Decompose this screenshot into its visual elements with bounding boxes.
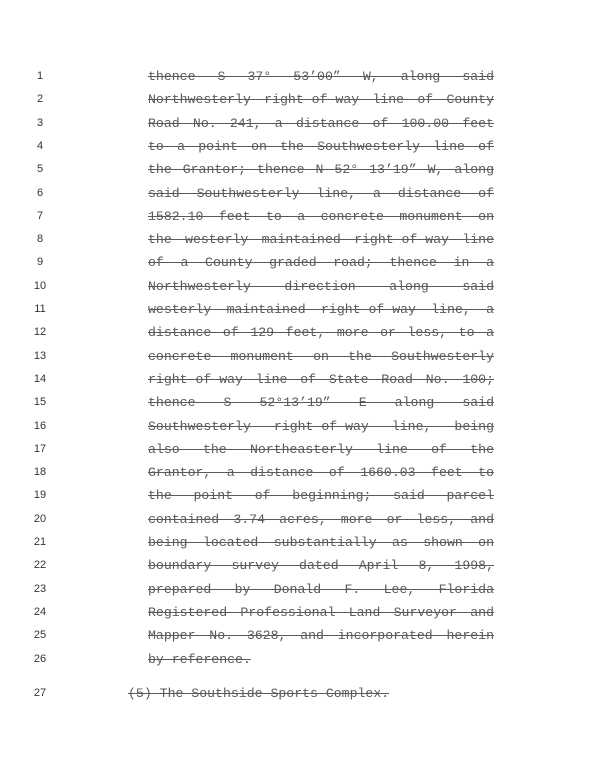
line-number: 26 [33, 652, 47, 665]
line-number: 16 [33, 419, 47, 432]
line-text: the point of beginning; said parcel [148, 488, 494, 504]
line-number: 12 [33, 326, 47, 339]
line-text: the westerly maintained right-of-way line [148, 232, 494, 248]
line-number: 21 [33, 536, 47, 548]
line-text: being located substantially as shown on [148, 535, 494, 550]
line-text: also the Northeasterly line of the [148, 441, 494, 457]
line-text: Registered Professional Land Surveyor and [148, 604, 494, 620]
line-text: distance of 129 feet, more or less, to a [148, 325, 494, 341]
document-line [0, 441, 600, 464]
line-number: 25 [33, 629, 47, 642]
document-line [0, 394, 600, 417]
line-text: 1582.10 feet to a concrete monument on [148, 208, 494, 224]
line-number: 19 [33, 489, 47, 502]
line-text: Northwesterly right-of-way line of County [148, 92, 494, 108]
line-number: 22 [33, 559, 47, 572]
line-number: 2 [36, 93, 44, 106]
document-line [0, 487, 600, 510]
line-text: Northwesterly direction along said [148, 278, 494, 294]
document-line [0, 301, 600, 324]
line-text: the Grantor; thence N 52° 13’19” W, along [148, 162, 494, 178]
document-line [0, 534, 600, 557]
document-line [0, 627, 600, 650]
line-number: 3 [36, 116, 44, 129]
document-line [0, 651, 600, 674]
line-number: 17 [33, 442, 47, 455]
document-line [0, 138, 600, 161]
line-text: Southwesterly right-of-way line, being [148, 418, 494, 434]
document-line [0, 278, 600, 301]
line-number: 5 [36, 163, 44, 176]
line-number: 6 [36, 186, 44, 199]
line-number: 8 [36, 233, 44, 246]
line-number: 15 [33, 396, 47, 409]
line-number: 7 [36, 209, 44, 222]
document-line [0, 208, 600, 231]
document-line [0, 604, 600, 627]
line-text: said Southwesterly line, a distance of [148, 185, 494, 201]
document-line [0, 254, 600, 277]
document-line [0, 231, 600, 254]
document-line [0, 161, 600, 184]
line-text: concrete monument on the Southwesterly [148, 348, 494, 364]
line-text: Mapper No. 3628, and incorporated herein [148, 628, 494, 644]
line-number: 10 [33, 279, 47, 292]
line-number: 1 [36, 70, 44, 82]
line-number: 9 [36, 256, 44, 269]
document-line [0, 115, 600, 138]
document-line [0, 418, 600, 441]
line-text: Road No. 241, a distance of 100.00 feet [148, 115, 494, 131]
line-number: 18 [33, 466, 47, 479]
line-number: 11 [34, 303, 46, 315]
document-line [0, 348, 600, 371]
line-text: by reference. [148, 651, 251, 667]
document-line [0, 91, 600, 114]
line-number: 4 [36, 139, 44, 152]
document-line [0, 557, 600, 580]
line-text: of a County graded road; thence in a [148, 255, 494, 271]
document-line [0, 581, 600, 604]
document-line [0, 185, 600, 208]
document-line [0, 324, 600, 347]
document-line [0, 464, 600, 487]
line-text: right-of-way line of State Road No. 100; [148, 371, 494, 387]
line-number: 13 [33, 349, 47, 362]
document-line [0, 68, 600, 91]
line-text: thence S 52°13’19” E along said [148, 395, 494, 411]
line-text: to a point on the Southwesterly line of [148, 138, 494, 154]
line-number: 20 [33, 512, 47, 525]
line-number: 27 [33, 687, 47, 699]
line-text: boundary survey dated April 8, 1998, [148, 558, 494, 574]
paragraph-heading: (5) The Southside Sports Complex. [128, 686, 390, 701]
document-line [0, 511, 600, 534]
line-number: 14 [33, 372, 47, 385]
line-text: westerly maintained right-of-way line, a [148, 302, 494, 317]
line-text: Grantor, a distance of 1660.03 feet to [148, 465, 494, 481]
document-line [0, 371, 600, 394]
line-number: 24 [33, 605, 47, 618]
line-number: 23 [33, 582, 47, 595]
document-paragraph [0, 685, 600, 708]
line-text: thence S 37° 53’00” W, along said [148, 69, 494, 84]
line-text: contained 3.74 acres, more or less, and [148, 511, 494, 527]
line-text: prepared by Donald F. Lee, Florida [148, 581, 494, 597]
